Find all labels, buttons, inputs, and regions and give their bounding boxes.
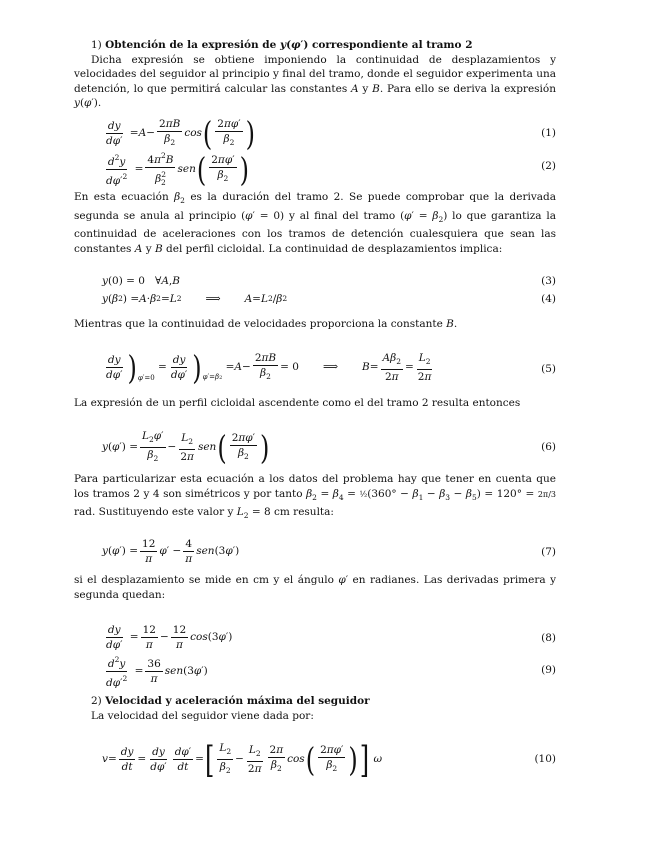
equation-number-6: (6) — [541, 441, 556, 453]
document-page — [74, 0, 556, 848]
equation-number-5: (5) — [541, 363, 556, 375]
equation-number-7: (7) — [541, 546, 556, 558]
paragraph-velocities: Mientras que la continuidad de velocidades proporciona la constante B. — [74, 318, 458, 330]
paragraph-beta2: En esta ecuación $\beta_2$ es la duración del tramo 2. Se puede comprobar que la derivada segunda se anula al principio (φ′ = 0) y al final del tramo $(\varphi' = \beta_2)$ lo que garantiza la continuidad de aceleraciones con los tramos de detención cualesquiera que sean las constantes A y B del perfil cicloidal. La continuidad de desplazamientos implica: — [74, 191, 556, 255]
section-1-intro: Dicha expresión se obtiene imponiendo la continuidad de desplazamientos y velocidades del seguidor al principio y final del tramo, donde el seguidor experimenta una detención, lo que permitirá calcular las constantes A y B. Para ello se deriva la expresión y(φ′). — [74, 53, 556, 109]
equation-4: y ( β 2 ) = A · β 2 = L 2 ⟹ A = L 2 / β 2 — [102, 293, 288, 305]
section-1-heading: 1) Obtención de la expresión de y(φ′) correspondiente al tramo 2 — [91, 39, 473, 51]
equation-number-4: (4) — [541, 293, 556, 305]
equation-3: y (0) = 0 ∀ A , B — [102, 275, 180, 287]
equation-number-1: (1) — [541, 127, 556, 139]
section-2-intro: La velocidad del seguidor viene dada por: — [91, 709, 314, 722]
section-2-number: 2) — [91, 695, 102, 707]
paragraph-particular: Para particularizar esta ecuación a los datos del problema hay que tener en cuenta que los tramos 2 y 4 son simétricos y por tanto $\beta_2 = \beta_4$ = ½(360° − $\beta_1 - \beta_3 - \beta_5) = 120^\circ = 2\pi/3$ rad. Sustituyendo este valor y $L_2 = 8$ cm resulta: — [74, 473, 556, 520]
equation-2: $\frac{d^2y}{d\varphi'^2}$ = $\frac{4\pi^2B}{\beta^2_2}$ sen ( $\frac{2\pi\varphi'}{\beta_2}$ ) — [106, 150, 249, 189]
paragraph-units: si el desplazamiento se mide en cm y el ángulo φ′ en radianes. Las derivadas primera y segunda quedan: — [74, 574, 557, 601]
section-2-title: Velocidad y aceleración máxima del seguidor — [105, 695, 370, 707]
equation-8: $\frac{dy}{d\varphi'}$ = $\frac{12}{\pi}$ − $\frac{12}{\pi}$ cos (3 φ ′) — [106, 624, 233, 651]
equation-number-2: (2) — [541, 160, 556, 172]
equation-5: $\frac{dy}{d\varphi'}$ ) φ′=0 = $\frac{dy}{d\varphi'}$ ) φ′=β2 = A − $\frac{2\pi B}{\beta_2}$ = 0 ⟹ B = $\frac{A\beta_2}{2\pi}$ = $\frac{L_2}{2\pi}$ — [106, 348, 432, 387]
equation-1: $\frac{dy}{d\varphi'}$ = A − $\frac{2\pi B}{\beta_2}$ cos ( $\frac{2\pi\varphi'}{\beta_2}$ ) — [106, 114, 256, 153]
paragraph-profile: La expresión de un perfil cicloidal ascendente como el del tramo 2 resulta entonces — [74, 397, 521, 409]
section-2-heading — [74, 694, 556, 709]
equation-10: v = $\frac{dy}{dt}$ = $\frac{dy}{d\varphi'}$ $\frac{d\varphi'}{dt}$ = [ $\frac{L_2}{\beta_2}$ − $\frac{L_2}{2\pi}$ $\frac{2\pi}{\beta_2}$ cos ( $\frac{2\pi\varphi'}{\beta_2}$ ) ] ω — [102, 738, 383, 781]
equation-6: y ( φ ′) = $\frac{L_2\varphi'}{\beta_2}$ − $\frac{L_2}{2\pi}$ sen ( $\frac{2\pi\varphi'}{\beta_2}$ ) — [102, 428, 270, 467]
equation-number-3: (3) — [541, 275, 556, 287]
equation-number-9: (9) — [541, 664, 556, 676]
equation-9: $\frac{d^2y}{d\varphi'^2}$ = $\frac{36}{\pi}$ sen (3 φ ′) — [106, 655, 208, 689]
section-2 — [74, 694, 556, 723]
section-1 — [74, 38, 556, 111]
equation-number-10: (10) — [534, 753, 556, 765]
equation-number-8: (8) — [541, 632, 556, 644]
equation-7: y ( φ ′) = $\frac{12}{\pi}$ φ ′ − $\frac{4}{\pi}$ sen (3 φ ′) — [102, 538, 240, 565]
